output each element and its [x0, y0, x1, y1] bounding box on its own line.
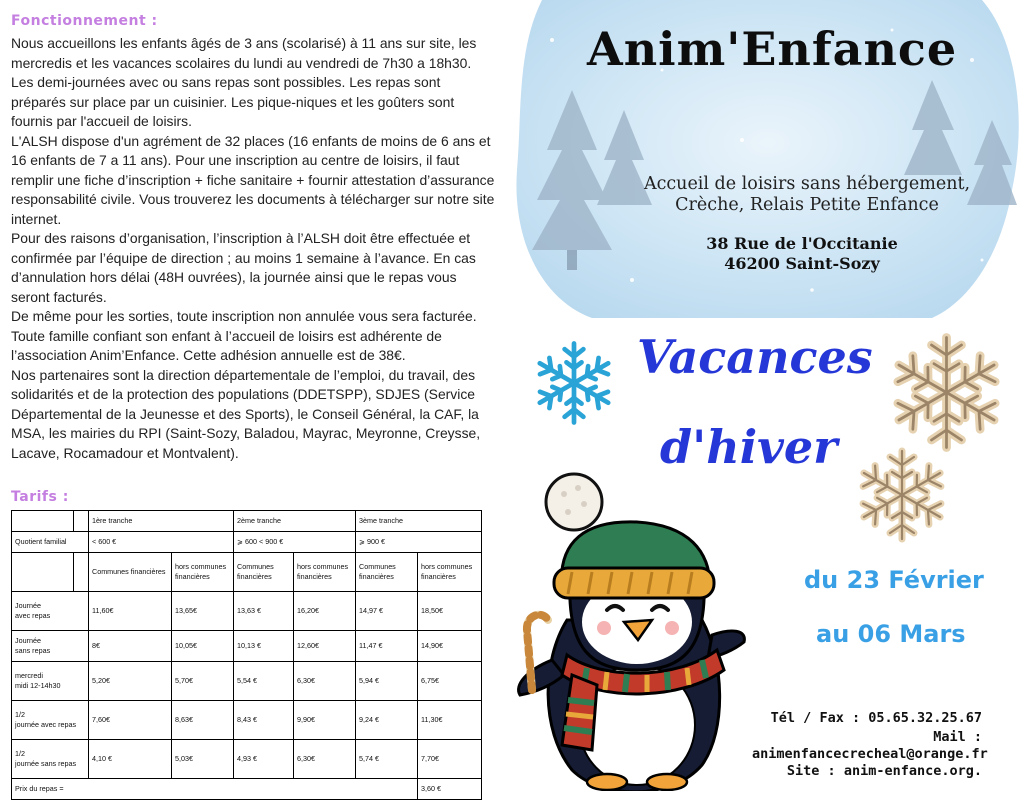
brand-title: Anim'Enfance — [587, 22, 958, 76]
price-cell: 5,94 € — [356, 662, 418, 701]
quotient-value-1: < 600 € — [89, 532, 234, 553]
col-header: hors communes financières — [294, 553, 356, 592]
penguin-illustration — [512, 470, 747, 791]
paragraph-sorties: De même pour les sorties, toute inscription non annulée vous sera facturée. — [11, 308, 477, 324]
date-start: du 23 Février — [804, 566, 984, 594]
mail-label: Mail : — [933, 729, 982, 745]
price-cell: 11,47 € — [356, 631, 418, 662]
row-label: 1/2 journée avec repas — [12, 701, 89, 740]
quotient-value-2: ⩾ 600 < 900 € — [234, 532, 356, 553]
table-row — [12, 701, 482, 740]
price-cell: 12,60€ — [294, 631, 356, 662]
prix-repas-value: 3,60 € — [418, 779, 482, 800]
quotient-value-3: ⩾ 900 € — [356, 532, 482, 553]
price-cell: 10,13 € — [234, 631, 294, 662]
price-cell: 13,65€ — [172, 592, 234, 631]
col-header: Communes financières — [89, 553, 172, 592]
price-cell: 18,50€ — [418, 592, 482, 631]
price-cell: 5,74 € — [356, 740, 418, 779]
paragraph-agrement: L'ALSH dispose d'un agrément de 32 places (16 enfants de moins de 6 ans et 16 enfants de 7 a 11 ans). Pour une inscription au centre de loisirs, il faut remplir une fiche d’inscription + fiche sanitaire + fournir attestation d’assurance responsabilité civile. Vous trouverez les documents à télécharger sur notre site internet. — [11, 132, 495, 227]
address-city: 46200 Saint-Sozy — [724, 254, 880, 273]
table-row — [12, 662, 482, 701]
price-cell: 11,60€ — [89, 592, 172, 631]
phone-text: Tél / Fax : 05.65.32.25.67 — [770, 710, 982, 726]
price-cell: 13,63 € — [234, 592, 294, 631]
price-cell: 14,90€ — [418, 631, 482, 662]
address — [652, 234, 952, 274]
hiver-title: d'hiver — [660, 420, 838, 474]
vacances-title: Vacances — [637, 330, 873, 384]
table-row — [12, 592, 482, 631]
col-header: hors communes financières — [418, 553, 482, 592]
tranche-header-row — [12, 511, 482, 532]
address-street: 38 Rue de l'Occitanie — [706, 234, 898, 253]
row-label: Journée avec repas — [12, 592, 89, 631]
price-cell: 4,93 € — [234, 740, 294, 779]
price-cell: 9,90€ — [294, 701, 356, 740]
price-cell: 6,30€ — [294, 662, 356, 701]
price-cell: 5,20€ — [89, 662, 172, 701]
price-cell: 8€ — [89, 631, 172, 662]
paragraph-partenaires: Nos partenaires sont la direction départementale de l’emploi, du travail, des solidarités et de la protection des populations (DDETSPP), SDJES (Service Départemental de la Jeunesse et des Sports), le Conseil Général, la CAF, la MSA, les mairies du RPI (Saint-Sozy, Baladou, Mayrac, Meyronne, Creysse, Lacave, Rocamadour et Montvalent). — [11, 366, 481, 461]
price-cell: 5,70€ — [172, 662, 234, 701]
price-cell: 6,75€ — [418, 662, 482, 701]
quotient-label: Quotient familial — [12, 532, 89, 553]
tranche-2: 2ème tranche — [234, 511, 356, 532]
website-link[interactable]: Site : anim-enfance.org. — [786, 763, 982, 779]
col-header: hors communes financières — [172, 553, 234, 592]
row-label: mercredi midi 12-14h30 — [12, 662, 89, 701]
snowflake-icon — [852, 445, 952, 545]
prix-repas-row — [12, 779, 482, 800]
paragraph-horaires: Nous accueillons les enfants âgés de 3 ans (scolarisé) à 11 ans sur site, les mercredis et les vacances scolaires du lundi au vendredi de 7h30 a 18h30. — [11, 35, 477, 71]
tarifs-table — [11, 510, 482, 800]
snowflake-icon — [884, 330, 1009, 455]
row-label: Journée sans repas — [12, 631, 89, 662]
price-cell: 6,30€ — [294, 740, 356, 779]
price-cell: 10,05€ — [172, 631, 234, 662]
row-label: 1/2 journée sans repas — [12, 740, 89, 779]
table-row — [12, 740, 482, 779]
left-panel — [0, 0, 512, 791]
date-end: au 06 Mars — [816, 620, 966, 648]
tranche-3: 3ème tranche — [356, 511, 482, 532]
price-cell: 8,63€ — [172, 701, 234, 740]
price-cell: 14,97 € — [356, 592, 418, 631]
fonctionnement-text — [11, 34, 497, 463]
price-cell: 11,30€ — [418, 701, 482, 740]
subtitle-line: Accueil de loisirs sans hébergement, — [643, 174, 971, 194]
price-cell: 9,24 € — [356, 701, 418, 740]
quotient-row — [12, 532, 482, 553]
tranche-1: 1ère tranche — [89, 511, 234, 532]
subtitle-line: Crèche, Relais Petite Enfance — [675, 195, 939, 215]
contact-info — [752, 710, 988, 780]
fonctionnement-title: Fonctionnement : — [11, 13, 158, 29]
email-link[interactable]: animenfancecrecheal@orange.fr — [752, 746, 988, 762]
price-cell: 7,60€ — [89, 701, 172, 740]
prix-repas-label: Prix du repas = — [12, 779, 418, 800]
price-cell: 7,70€ — [418, 740, 482, 779]
right-panel — [512, 0, 1024, 791]
tarifs-title: Tarifs : — [11, 489, 69, 505]
price-cell: 16,20€ — [294, 592, 356, 631]
snowflake-icon — [524, 336, 624, 430]
commune-header-row — [12, 553, 482, 592]
paragraph-adhesion: Toute famille confiant son enfant à l’accueil de loisirs est adhérente de l’association Anim’Enfance. Cette adhésion annuelle est de 38€. — [11, 327, 442, 363]
price-cell: 8,43 € — [234, 701, 294, 740]
col-header: Communes financières — [234, 553, 294, 592]
price-cell: 4,10 € — [89, 740, 172, 779]
col-header: Communes financières — [356, 553, 418, 592]
paragraph-inscription: Pour des raisons d’organisation, l’inscription à l’ALSH doit être effectuée et confirmée par l’équipe de direction ; au moins 1 semaine à l’avance. En cas d’annulation hors délai (48H ouvrées), la journée ainsi que le repas vous seront facturés. — [11, 230, 476, 305]
price-cell: 5,54 € — [234, 662, 294, 701]
table-row — [12, 631, 482, 662]
service-subtitle — [622, 174, 992, 216]
price-cell: 5,03€ — [172, 740, 234, 779]
paragraph-repas: Les demi-journées avec ou sans repas sont possibles. Les repas sont préparés sur place par un cuisinier. Les pique-niques et les goûters sont fournis par l'accueil de loisirs. — [11, 74, 455, 129]
